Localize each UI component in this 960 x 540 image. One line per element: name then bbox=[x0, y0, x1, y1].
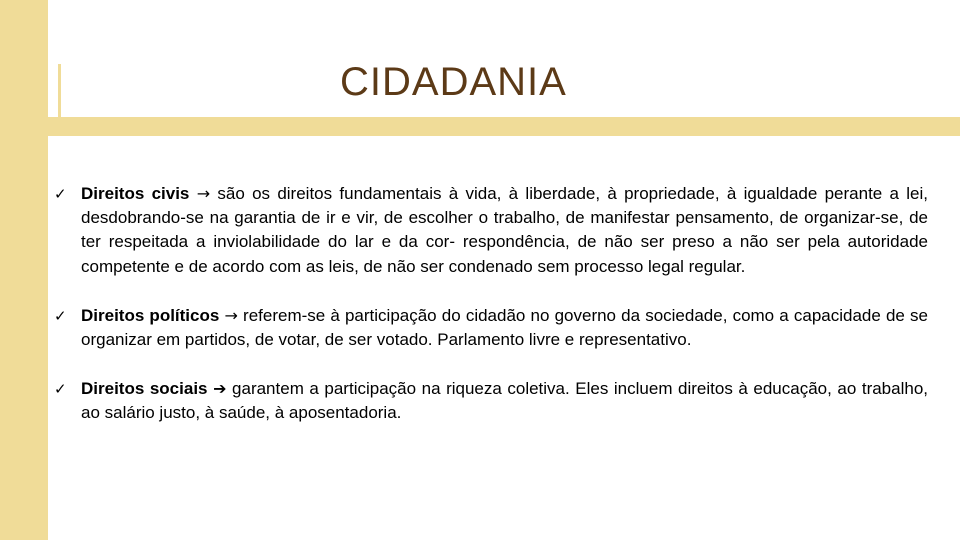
bullet-description: referem-se à participação do cidadão no governo da sociedade, como a capacidade de se organizar em partidos, de votar, de ser votado. Parlamento livre e representativo. bbox=[81, 305, 928, 350]
bullet-list bbox=[54, 182, 928, 426]
title-underline-bar bbox=[0, 117, 960, 136]
bullet-direitos-civis bbox=[54, 182, 928, 279]
bullet-text bbox=[81, 377, 928, 425]
left-decor-band bbox=[0, 0, 48, 540]
bullet-text bbox=[81, 182, 928, 279]
bullet-text bbox=[81, 304, 928, 352]
right-arrow-icon: → bbox=[196, 184, 211, 203]
bullet-description: são os direitos fundamentais à vida, à liberdade, à propriedade, à igualdade perante a lei, desdobrando-se na garantia de ir e vir, de escolher o trabalho, de manifestar pensamento, de organizar-se, de ter respeitada a inviolabilidade do lar e da cor- respondência, de não ser preso a não ser pela autoridade competente e de acordo com as leis, de não ser condenado sem processo legal regular. bbox=[81, 184, 929, 276]
checkmark-icon: ✓ bbox=[54, 380, 67, 399]
bullet-direitos-sociais bbox=[54, 377, 928, 425]
bullet-term: Direitos políticos bbox=[81, 305, 220, 325]
slide-title: CIDADANIA bbox=[340, 60, 567, 104]
checkmark-icon: ✓ bbox=[54, 185, 67, 203]
right-arrow-icon: ➔ bbox=[213, 379, 227, 399]
right-arrow-icon: → bbox=[224, 305, 238, 325]
bullet-term: Direitos sociais bbox=[81, 379, 208, 399]
bullet-term: Direitos civis bbox=[81, 184, 190, 203]
bullet-description: garantem a participação na riqueza coletiva. Eles incluem direitos à educação, ao trabalho, ao salário justo, à saúde, à aposentadoria. bbox=[81, 379, 928, 423]
bullet-direitos-politicos bbox=[54, 304, 928, 352]
checkmark-icon: ✓ bbox=[54, 306, 67, 325]
